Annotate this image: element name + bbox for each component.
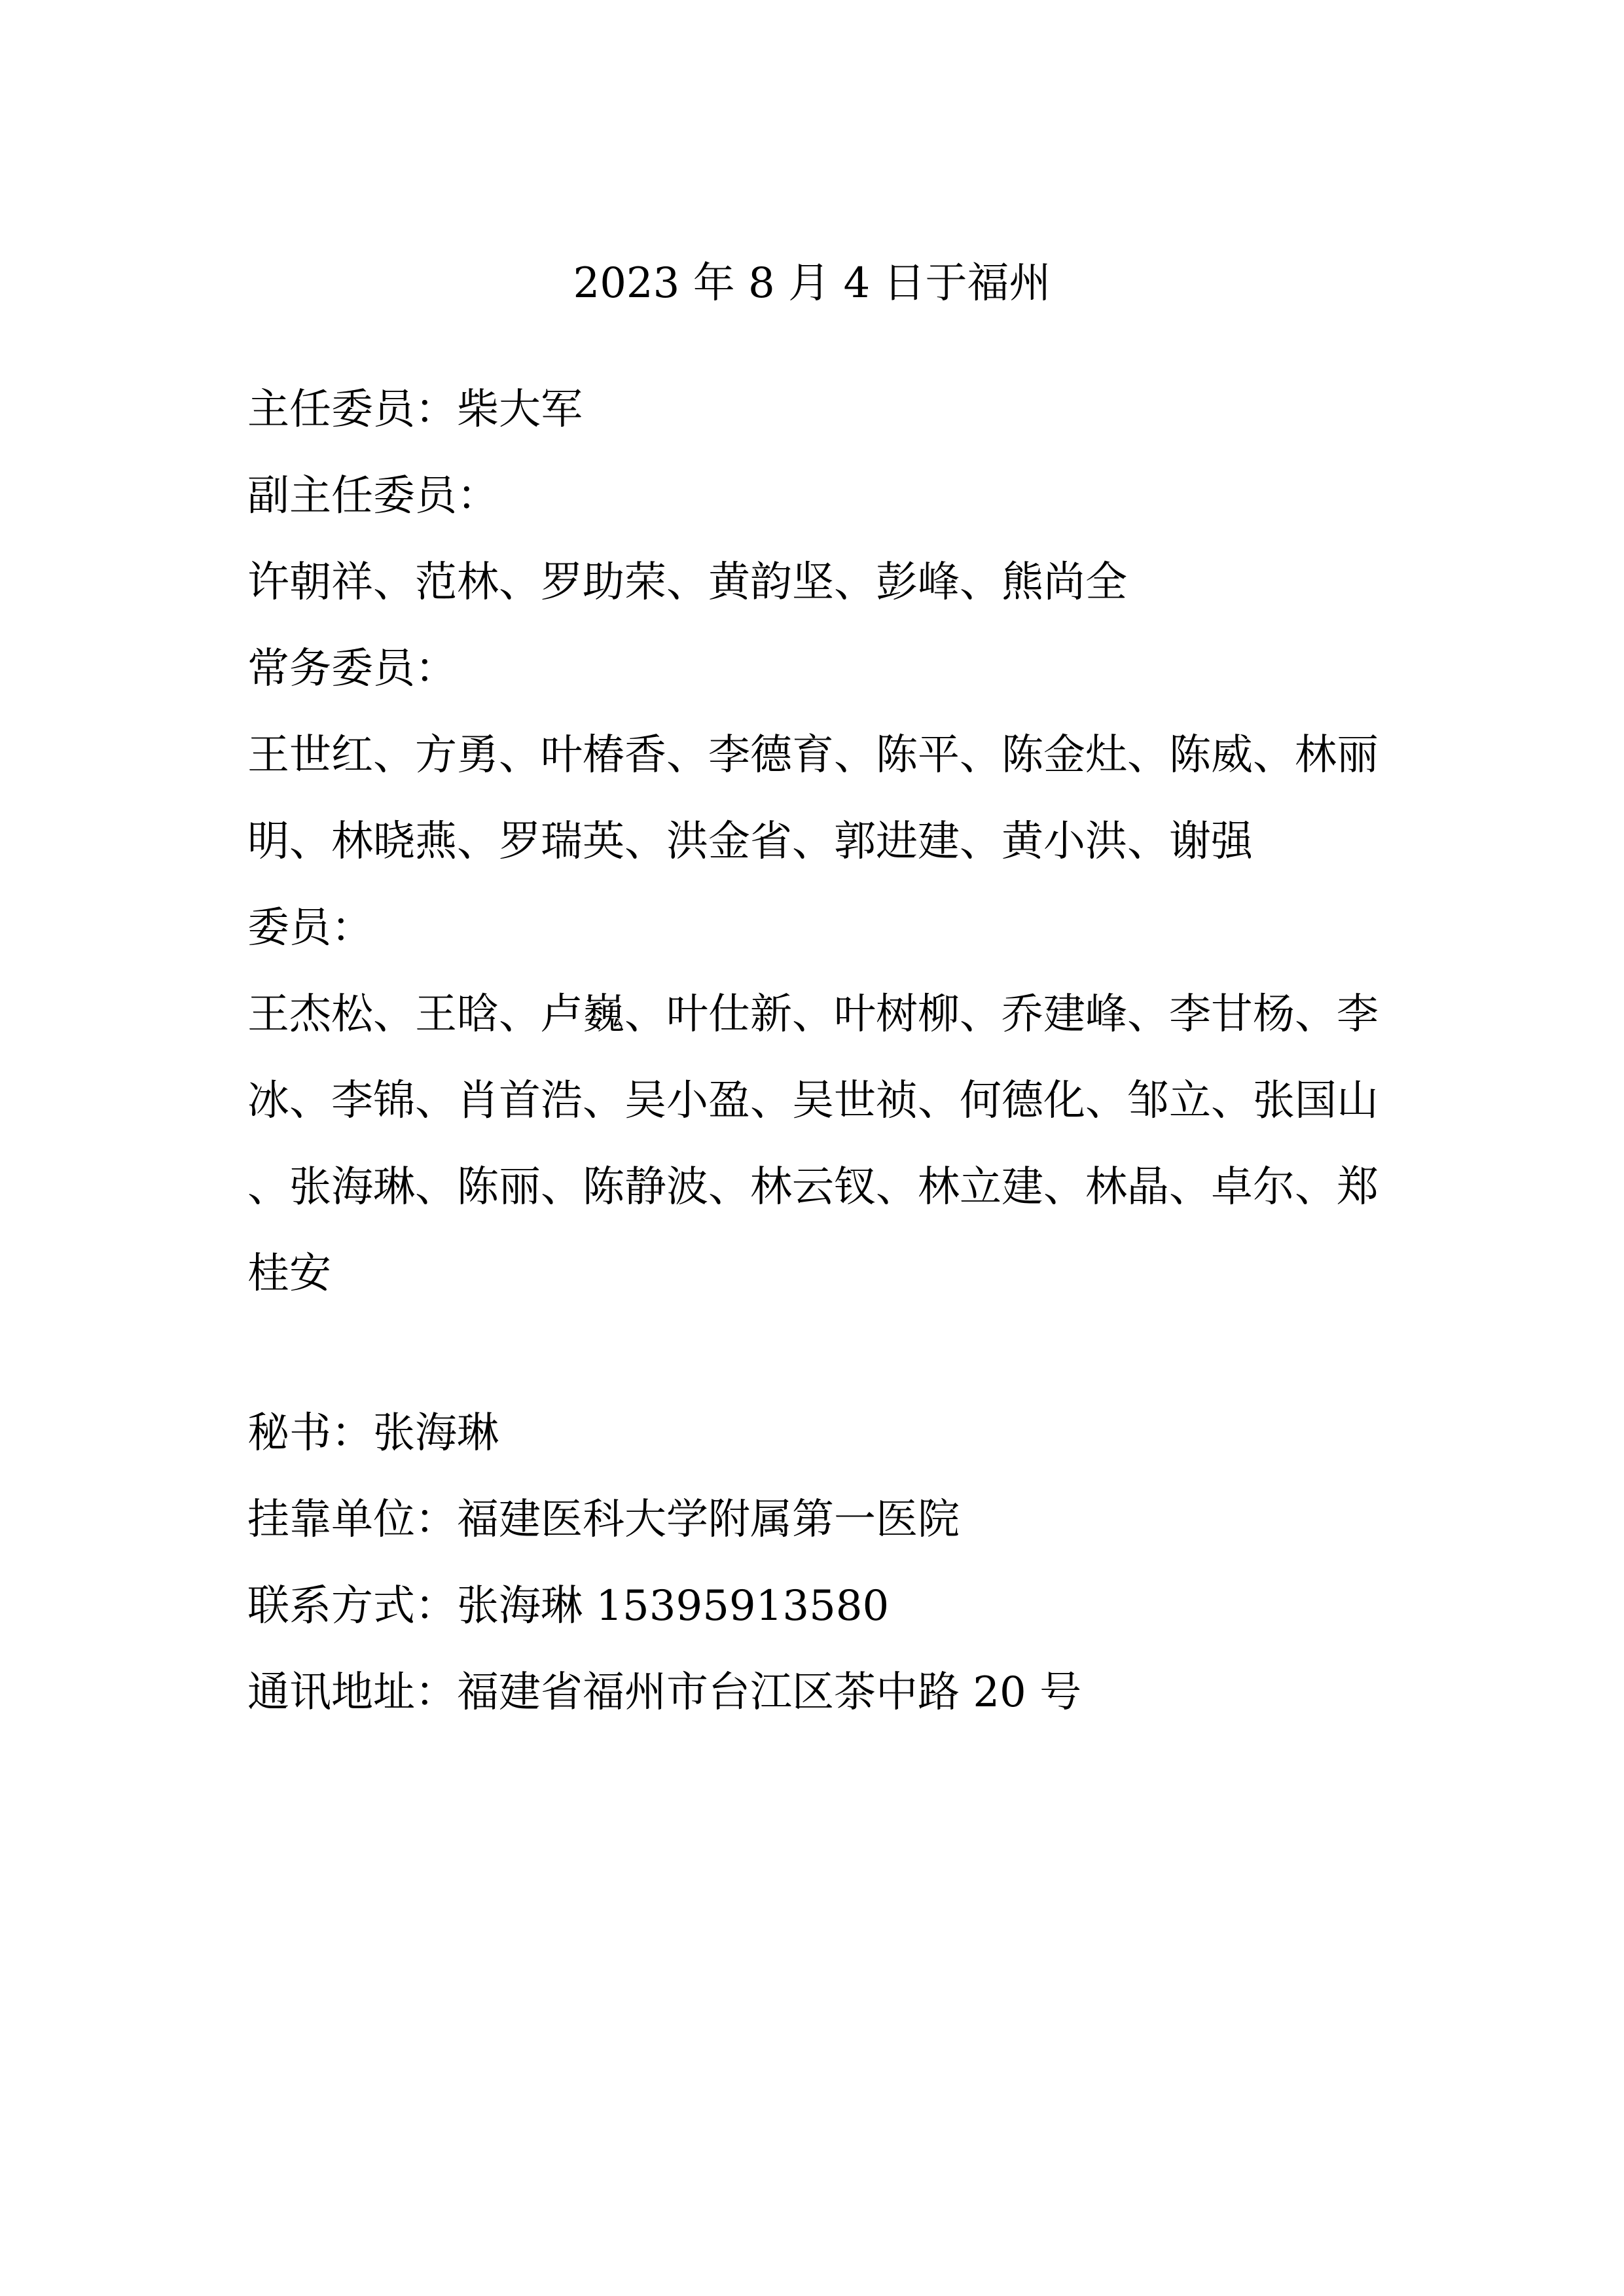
committee-list	[247, 367, 1399, 1317]
vice-directors-heading: 副主任委员：	[247, 472, 499, 520]
date-location-line: 2023 年 8 月 4 日于福州	[573, 259, 1051, 308]
address-line: 通讯地址：福建省福州市台江区茶中路 20 号	[247, 1668, 1082, 1717]
vice-directors-names: 许朝祥、范林、罗助荣、黄韵坚、彭峰、熊尚全	[247, 558, 1127, 607]
members-names: 王杰松、王晗、卢巍、叶仕新、叶树柳、乔建峰、李甘杨、李冰、李锦、肖首浩、吴小盈、吴世祯、何德化、邹立、张国山、张海琳、陈丽、陈静波、林云钗、林立建、林晶、卓尔、郑桂安	[247, 990, 1379, 1298]
standing-members-heading: 常务委员：	[247, 645, 457, 693]
contact-line: 联系方式：张海琳 15395913580	[247, 1582, 890, 1630]
director-line: 主任委员：柴大军	[247, 386, 583, 434]
contact-info	[247, 1390, 1399, 1736]
standing-members-names: 王世红、方勇、叶椿香、李德育、陈平、陈金灶、陈威、林丽明、林晓燕、罗瑞英、洪金省、郭进建、黄小洪、谢强	[247, 731, 1379, 866]
members-heading: 委员：	[247, 904, 373, 952]
affiliated-unit-line: 挂靠单位：福建医科大学附属第一医院	[247, 1496, 960, 1544]
secretary-line: 秘书：张海琳	[247, 1409, 499, 1458]
